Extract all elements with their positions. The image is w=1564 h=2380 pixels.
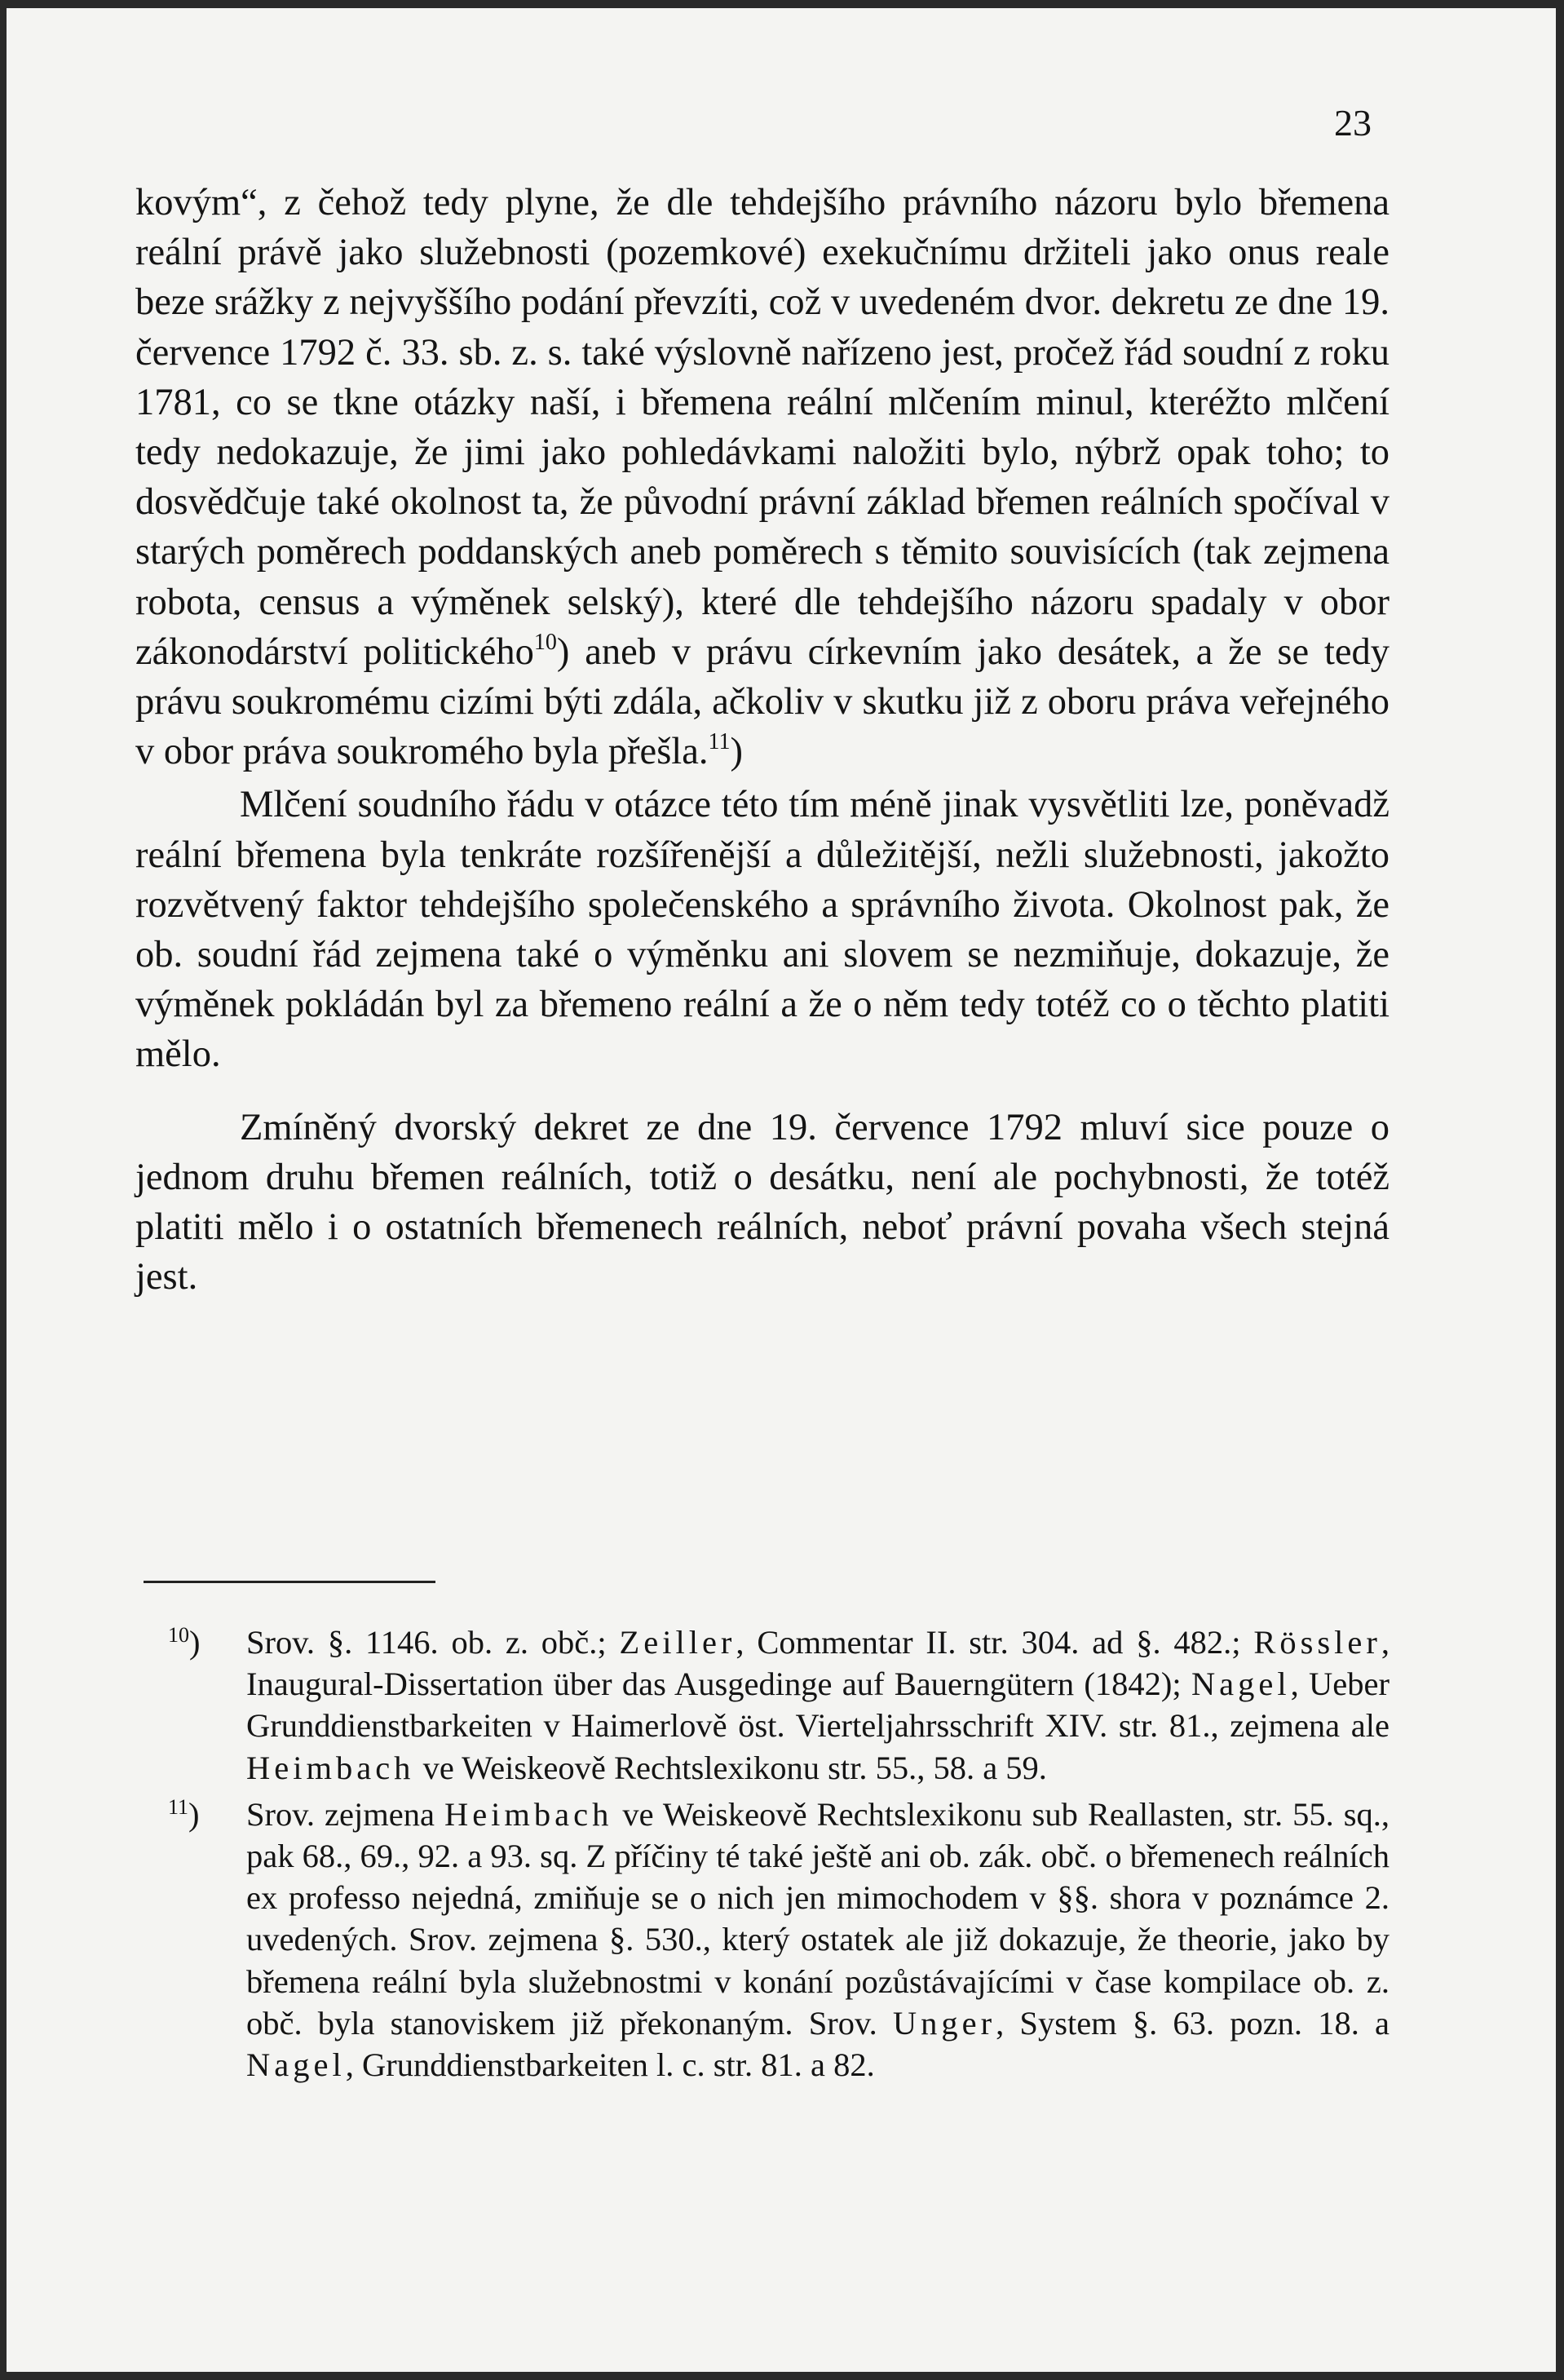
footnote-10 xyxy=(135,1621,1389,1789)
book-page xyxy=(7,8,1556,2372)
paragraph-1-text-c: ) xyxy=(730,731,743,773)
paragraph-2: Mlčení soudního řádu v otázce této tím méně jinak vysvětliti lze, poněvadž reální břemena byla tenkráte rozšířenější a důležitější, nežli služebnosti, jakožto rozvětvený faktor tehdejšího společenského a správního života. Okolnost pak, že ob. soudní řád zejmena také o výměnku ani slovem se nezmiňuje, dokazuje, že výměnek pokládán byl za břemeno reální a že o něm tedy totéž co o těchto platiti mělo. xyxy=(135,784,1389,1076)
paragraph-1 xyxy=(135,178,1389,776)
footnote-number: 11 xyxy=(168,1794,189,1819)
footnote-text: ve Weiskeově Rechtslexikonu sub Reallasten, str. 55. sq., pak 68., 69., 92. a 93. sq. Z příčiny té také ještě ani ob. zák. obč. o břemenech reálních ex professo nejedná, zmiňuje se o nich jen mimochodem v §§. shora v poznámce 2. uvedených. Srov. zejmena §. 530., který ostatek ale již dokazuje, že theorie, jako by břemena reální byla služebnostmi v konání pozůstávajícími v čase kompilace ob. z. obč. byla stanoviskem již překonaným. Srov. xyxy=(246,1795,1389,2042)
footnote-text: ve Weiskeově Rechtslexikonu str. 55., 58. a 59. xyxy=(414,1749,1047,1786)
page-number: 23 xyxy=(1334,102,1372,144)
author-name: Heimbach xyxy=(444,1795,613,1833)
footnote-divider xyxy=(144,1581,435,1583)
author-name: Rössler xyxy=(1253,1624,1381,1661)
author-name: Heimbach xyxy=(246,1749,415,1786)
footnote-number: 10 xyxy=(168,1623,189,1647)
footnote-text: , Inaugural-Dissertation über das Ausgedinge auf Bauerngütern (1842); xyxy=(246,1624,1389,1703)
author-name: Zeiller xyxy=(619,1624,736,1661)
footnotes xyxy=(135,1621,1389,2090)
footnote-text: , Grunddienstbarkeiten l. c. str. 81. a 82. xyxy=(345,2046,875,2084)
footnote-ref-10: 10 xyxy=(533,629,557,655)
paragraph-3: Zmíněný dvorský dekret ze dne 19. července 1792 mluví sice pouze o jednom druhu břemen reálních, totiž o desátku, není ale pochybnosti, že totéž platiti mělo i o ostatních břemenech reálních, neboť právní povaha všech stejná jest. xyxy=(135,1106,1389,1298)
author-name: Nagel xyxy=(1191,1666,1291,1703)
paragraph-1-text-a: kovým“, z čehož tedy plyne, že dle tehdejšího právního názoru bylo břemena reální právě jako služebnosti (pozemkové) exekučnímu držiteli jako onus reale beze srážky z nejvyššího podání převzíti, což v uvedeném dvor. dekretu ze dne 19. července 1792 č. 33. sb. z. s. také výslovně nařízeno jest, pročež řád soudní z roku 1781, co se tkne otázky naší, i břemena reální mlčením minul, kteréžto mlčení tedy nedokazuje, že jimi jako pohledávkami naložiti bylo, nýbrž opak toho; to dosvědčuje také okolnost ta, že původní právní základ břemen reálních spočíval v starých poměrech poddanských aneb poměrech s těmito souvisících (tak zejmena robota, census a výměnek selský), které dle tehdejšího názoru spadaly v obor zákonodárství politického xyxy=(135,182,1389,673)
footnote-marker xyxy=(168,1621,201,1663)
footnote-paren: ) xyxy=(189,1624,201,1661)
author-name: Nagel xyxy=(246,2046,346,2084)
footnote-text: , Commentar II. str. 304. ad §. 482.; xyxy=(736,1624,1254,1661)
footnote-paren: ) xyxy=(188,1795,200,1833)
main-text xyxy=(135,178,1389,1302)
footnote-text: Srov. zejmena xyxy=(246,1795,444,1833)
paragraph-1-text-b: ) aneb v právu církevním jako desátek, a že se tedy právu soukromému cizími býti zdála, ačkoliv v skutku již z oboru práva veřejného v obor práva soukromého byla přešla. xyxy=(135,630,1390,773)
footnote-text: Srov. §. 1146. ob. z. obč.; xyxy=(246,1624,620,1661)
author-name: Unger xyxy=(892,2004,996,2042)
footnote-marker xyxy=(168,1794,200,1835)
footnote-text: , System §. 63. pozn. 18. a xyxy=(996,2004,1389,2042)
footnote-text: , Ueber Grunddienstbarkeiten v Haimerlově öst. Vierteljahrsschrift XIV. str. 81., zejmena ale xyxy=(246,1666,1389,1745)
footnote-11 xyxy=(135,1794,1389,2086)
footnote-ref-11: 11 xyxy=(708,729,731,755)
